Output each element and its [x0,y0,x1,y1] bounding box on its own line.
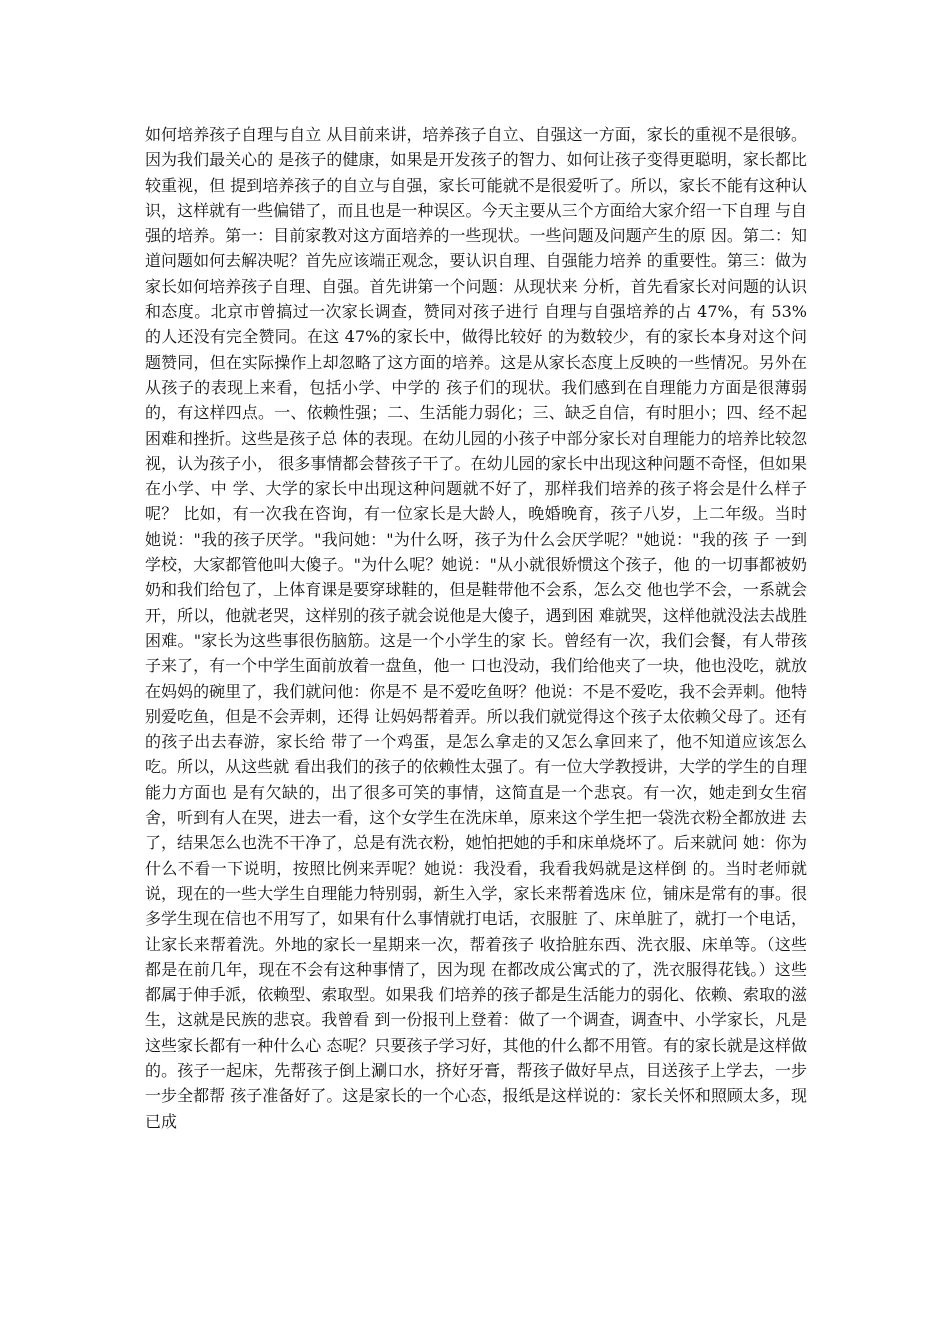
body-paragraph: 如何培养孩子自理与自立 从目前来讲，培养孩子自立、自强这一方面，家长的重视不是很够。因为我们最关心的 是孩子的健康，如果是开发孩子的智力、如何让孩子变得更聪明，家长都比较重视，但 提到培养孩子的自立与自强，家长可能就不是很爱听了。所以，家长不能有这种认识，这样就有一些偏错了，而且也是一种误区。今天主要从三个方面给大家介绍一下自理 与自强的培养。第一：目前家教对这方面培养的一些现状。一些问题及问题产生的原 因。第二：知道问题如何去解决呢？首先应该端正观念，要认识自理、自强能力培养 的重要性。第三：做为家长如何培养孩子自理、自强。首先讲第一个问题：从现状来 分析，首先看家长对问题的认识和态度。北京市曾搞过一次家长调查，赞同对孩子进行 自理与自强培养的占 47%，有 53%的人还没有完全赞同。在这 47%的家长中，做得比较好 的为数较少，有的家长本身对这个问题赞同，但在实际操作上却忽略了这方面的培养。这是从家长态度上反映的一些情况。另外在从孩子的表现上来看，包括小学、中学的 孩子们的现状。我们感到在自理能力方面是很薄弱的，有这样四点。一、依赖性强；二、生活能力弱化；三、缺乏自信，有时胆小；四、经不起困难和挫折。这些是孩子总 体的表现。在幼儿园的小孩子中部分家长对自理能力的培养比较忽视，认为孩子小， 很多事情都会替孩子干了。在幼儿园的家长中出现这种问题不奇怪，但如果在小学、中 学、大学的家长中出现这种问题就不好了，那样我们培养的孩子将会是什么样子呢？ 比如，有一次我在咨询，有一位家长是大龄人，晚婚晚育，孩子八岁，上二年级。当时 她说："我的孩子厌学。"我问她："为什么呀，孩子为什么会厌学呢？"她说："我的孩 子 一到学校，大家都管他叫大傻子。"为什么呢？她说："从小就很娇惯这个孩子，他 的一切事都被奶奶和我们给包了，上体育课是要穿球鞋的，但是鞋带他不会系，怎么交 他也学不会，一系就会开，所以，他就老哭，这样别的孩子就会说他是大傻子，遇到困 难就哭，这样他就没法去战胜困难。"家长为这些事很伤脑筋。这是一个小学生的家 长。曾经有一次，我们会餐，有人带孩子来了，有一个中学生面前放着一盘鱼，他一 口也没动，我们给他夹了一块，他也没吃，就放在妈妈的碗里了，我们就问他：你是不 是不爱吃鱼呀？他说：不是不爱吃，我不会弄刺。他特别爱吃鱼，但是不会弄刺，还得 让妈妈帮着弄。所以我们就觉得这个孩子太依赖父母了。还有的孩子出去春游，家长给 带了一个鸡蛋，是怎么拿走的又怎么拿回来了，他不知道应该怎么吃。所以，从这些就 看出我们的孩子的依赖性太强了。有一位大学教授讲，大学的学生的自理能力方面也 是有欠缺的，出了很多可笑的事情，这简直是一个悲哀。有一次，她走到女生宿舍，听到有人在哭，进去一看，这个女学生在洗床单，原来这个学生把一袋洗衣粉全都放进 去了，结果怎么也洗不干净了，总是有洗衣粉，她怕把她的手和床单烧坏了。后来就问 她：你为什么不看一下说明，按照比例来弄呢？她说：我没看，我看我妈就是这样倒 的。当时老师就说，现在的一些大学生自理能力特别弱，新生入学，家长来帮着选床 位，铺床是常有的事。很多学生现在信也不用写了，如果有什么事情就打电话，衣服脏 了、床单脏了，就打一个电话，让家长来帮着洗。外地的家长一星期来一次，帮着孩子 收拾脏东西、洗衣服、床单等。（这些都是在前几年，现在不会有这种事情了，因为现 在都改成公寓式的了，洗衣服得花钱。）这些都属于伸手派，依赖型、索取型。如果我 们培养的孩子都是生活能力的弱化、依赖、索取的滋生，这就是民族的悲哀。我曾看 到一份报刊上登着：做了一个调查，调查中、小学家长，凡是这些家长都有一种什么心 态呢？只要孩子学习好，其他的什么都不用管。有的家长就是这样做的。孩子一起床，先帮孩子倒上涮口水，挤好牙膏，帮孩子做好早点，目送孩子上学去，一步一步全都帮 孩子准备好了。这是家长的一个心态，报纸是这样说的：家长关怀和照顾太多，现已成 [145,125,807,1131]
document-page [145,122,807,1134]
